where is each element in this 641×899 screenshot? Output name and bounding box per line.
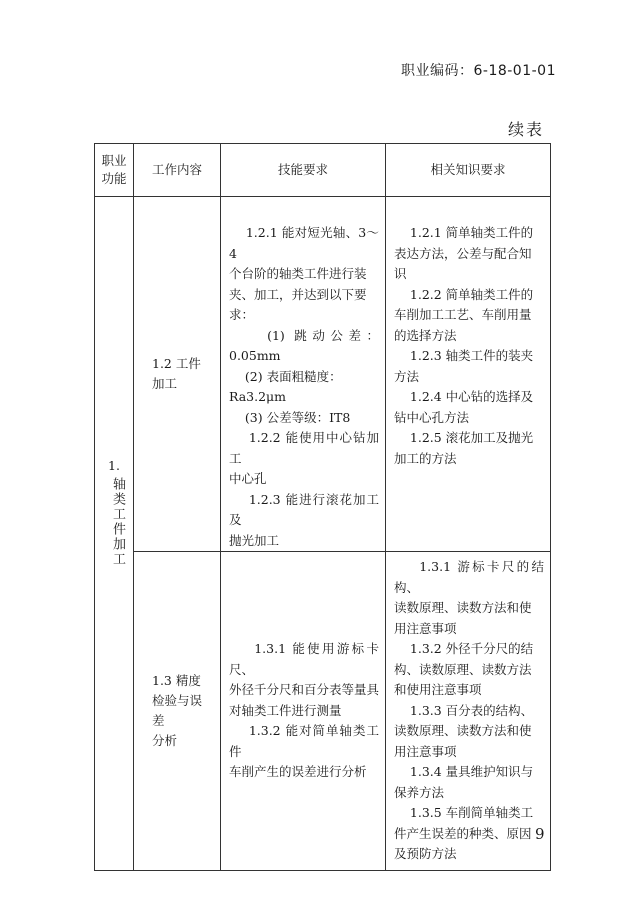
work-content-text: 1.2 工件 加工 (152, 356, 201, 391)
skill-requirements-table (94, 143, 551, 871)
function-name: 轴类工件加工 (110, 477, 125, 567)
knowledge-cell (386, 552, 551, 871)
skills-text: 1.3.1 能使用游标卡尺、 外径千分尺和百分表等量具 对轴类工件进行测量 1.3.2 能对简单轴类工件 车削产生的误差进行分析 (229, 641, 380, 780)
table-row (95, 552, 551, 871)
header-function (95, 144, 134, 197)
function-cell (95, 197, 134, 871)
table-row (95, 197, 551, 552)
skills-cell (221, 552, 386, 871)
knowledge-text: 1.2.1 简单轴类工件的 表达方法，公差与配合知 识 1.2.2 简单轴类工件的 车削加工工艺、车削用量 的选择方法 1.2.3 轴类工件的装夹 方法 1.2.4 中心钻的选择及 钻中心孔方法 1.2.5 滚花加工及抛光 加工的方法 (394, 225, 534, 466)
header-content: 工作内容 (134, 144, 221, 197)
table-header-row (95, 144, 551, 197)
skills-text: 1.2.1 能对短光轴、3～4 个台阶的轴类工件进行装 夹、加工，并达到以下要 求： (1) 跳动公差：0.05mm (2) 表面粗糙度： Ra3.2μm (3) 公差等级：IT8 1.2.2 能使用中心钻加工 中心孔 1.2.3 能进行滚花加工及 抛光加工 (229, 225, 379, 548)
work-content-text: 1.3 精度 检验与误差 分析 (152, 673, 203, 748)
knowledge-text: 1.3.1 游标卡尺的结构、 读数原理、读数方法和使 用注意事项 1.3.2 外径千分尺的结 构、读数原理、读数方法 和使用注意事项 1.3.3 百分表的结构、 读数原理、读数方法和使 用注意事项 1.3.4 量具维护知识与 保养方法 1.3.5 车削简单轴类工 件产生误差的种类、原因 及预防方法 (394, 559, 544, 862)
header-function-text: 职业 功能 (101, 153, 127, 186)
work-content-cell (134, 197, 221, 552)
page-number: 9 (535, 825, 545, 843)
work-content-cell (134, 552, 221, 871)
skills-cell (221, 197, 386, 552)
header-skills: 技能要求 (221, 144, 386, 197)
continued-table-label: 续表 (507, 120, 544, 139)
function-number: 1. (108, 458, 120, 473)
occupation-code: 职业编码：6-18-01-01 (400, 63, 556, 79)
knowledge-cell (386, 197, 551, 552)
header-knowledge: 相关知识要求 (386, 144, 551, 197)
